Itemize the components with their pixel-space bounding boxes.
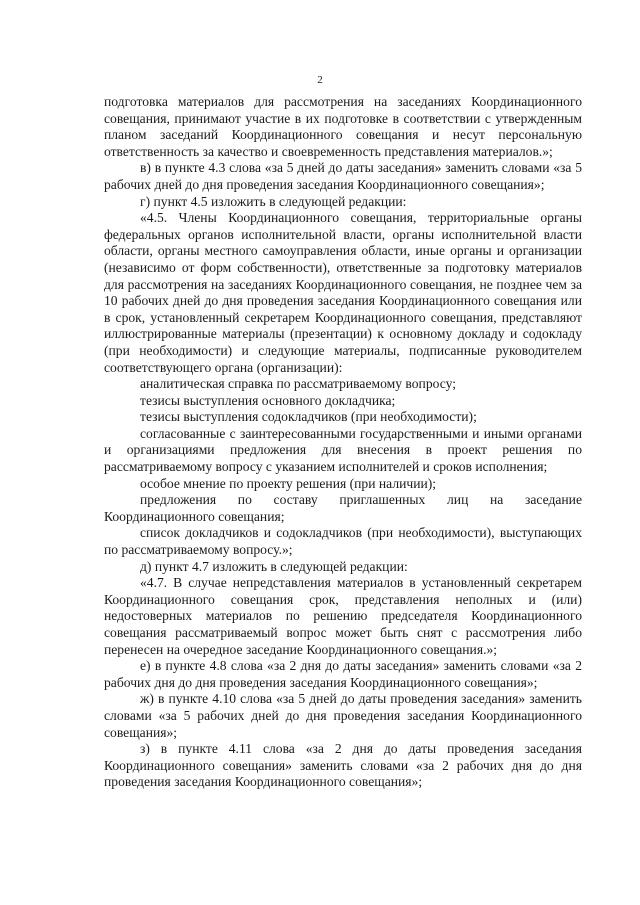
- paragraph: подготовка материалов для рассмотрения на заседаниях Координационного совещания, принимают участие в их подготовке в соответствии с утвержденным планом заседаний Координационного совещания и несут персональную ответственность за качество и своевременность представления материалов.»;: [104, 94, 582, 159]
- paragraph: «4.5. Члены Координационного совещания, территориальные органы федеральных органов исполнительной власти, органы исполнительной власти области, органы местного самоуправления области, иные органы и организации (независимо от форм собственности), ответственные за подготовку материалов для рассмотрения на заседаниях Координационного совещания, не позднее чем за 10 рабочих дней до дня проведения заседания Координационного совещания или в срок, установленный секретарем Координационного совещания, представляют иллюстрированные материалы (презентации) к основному докладу и содокладу (при необходимости) и следующие материалы, подписанные руководителем соответствующего органа (организации):: [104, 210, 582, 375]
- paragraph: ж) в пункте 4.10 слова «за 5 дней до даты проведения заседания» заменить словами «за 5 рабочих дней до дня проведения заседания Координационного совещания»;: [104, 691, 582, 740]
- document-body: [104, 94, 582, 791]
- paragraph: г) пункт 4.5 изложить в следующей редакции:: [140, 193, 407, 209]
- paragraph: «4.7. В случае непредставления материалов в установленный секретарем Координационного совещания срок, представления неполных и (или) недостоверных материалов по решению председателя Координационного совещания рассматриваемый вопрос может быть снят с рассмотрения либо перенесен на очередное заседание Координационного совещания.»;: [104, 575, 582, 657]
- paragraph: особое мнение по проекту решения (при наличии);: [140, 475, 437, 491]
- paragraph: тезисы выступления основного докладчика;: [140, 392, 396, 408]
- paragraph: аналитическая справка по рассматриваемому вопросу;: [140, 376, 457, 392]
- paragraph: предложения по составу приглашенных лиц на заседание Координационного совещания;: [104, 492, 582, 524]
- paragraph: список докладчиков и содокладчиков (при необходимости), выступающих по рассматриваемому вопросу.»;: [104, 525, 582, 558]
- paragraph: з) в пункте 4.11 слова «за 2 дня до даты проведения заседания Координационного совещания» заменить словами «за 2 рабочих дня до дня проведения заседания Координационного совещания»;: [104, 741, 582, 790]
- paragraph: е) в пункте 4.8 слова «за 2 дня до даты заседания» заменить словами «за 2 рабочих дня до дня проведения заседания Координационного совещания»;: [104, 658, 582, 690]
- paragraph: согласованные с заинтересованными государственными и иными органами и организациями предложения для внесения в проект решения по рассматриваемому вопросу с указанием исполнителей и сроков исполнения;: [104, 425, 582, 475]
- page-number: 2: [317, 74, 323, 86]
- paragraph: тезисы выступления содокладчиков (при необходимости);: [140, 409, 477, 425]
- paragraph: в) в пункте 4.3 слова «за 5 дней до даты заседания» заменить словами «за 5 рабочих дней до дня проведения заседания Координационного совещания»;: [104, 160, 582, 192]
- paragraph: д) пункт 4.7 изложить в следующей редакции:: [140, 558, 408, 574]
